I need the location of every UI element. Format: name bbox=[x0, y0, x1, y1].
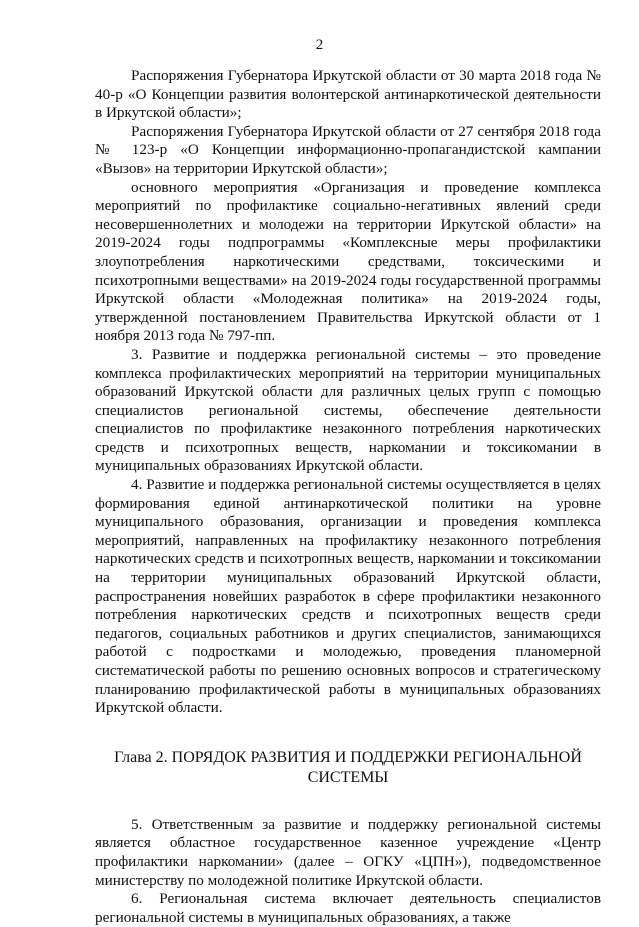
paragraph-main-activity: основного мероприятия «Организация и проведение комплекса мероприятий по профилактике социально-негативных явлений среди несовершеннолетних и молодежи на территории Иркутской области» на 2019-2024 годы подпрограммы «Комплексные меры профилактики злоупотребления наркотическими средствами, токсическими и психотропными веществами» на 2019-2024 годы государственной программы Иркутской области «Молодежная политика» на 2019-2024 годы, утвержденной постановлением Правительства Иркутской области от 1 ноября 2013 года № 797-пп. bbox=[95, 178, 601, 345]
page-number: 2 bbox=[315, 37, 324, 53]
paragraph-governor-order-123r: Распоряжения Губернатора Иркутской области от 27 сентября 2018 года № 123-р «О Концепции информационно-пропагандистской кампании «Вызов» на территории Иркутской области»; bbox=[95, 122, 601, 177]
paragraph-item-6: 6. Региональная система включает деятельность специалистов региональной системы в муниципальных образованиях, а также bbox=[95, 890, 601, 926]
paragraph-item-4: 4. Развитие и поддержка региональной системы осуществляется в целях формирования единой антинаркотической политики на уровне муниципального образования, организации и проведения комплекса мероприятий, направленных на профилактику незаконного потребления наркотических средств и психотропных веществ, наркомании и токсикомании на территории муниципальных образований Иркутской области, распространения новейших разработок в сфере профилактики незаконного потребления наркотических средств и психотропных веществ среди педагогов, социальных работников и других специалистов, занимающихся работой с подростками и молодежью, проведения планомерной систематической работы по решению основных вопросов и стратегическому планированию профилактической работы в муниципальных образованиях Иркутской области. bbox=[95, 476, 601, 717]
paragraph-item-5: 5. Ответственным за развитие и поддержку региональной системы является областное государственное казенное учреждение «Центр профилактики наркомании» (далее – ОГКУ «ЦПН»), подведомственное министерству по молодежной политике Иркутской области. bbox=[95, 815, 601, 889]
chapter-heading-line-1: Глава 2. ПОРЯДОК РАЗВИТИЯ И ПОДДЕРЖКИ РЕГИОНАЛЬНОЙ bbox=[114, 748, 582, 766]
chapter-heading-line-2: СИСТЕМЫ bbox=[307, 768, 389, 786]
paragraph-governor-order-40r: Распоряжения Губернатора Иркутской области от 30 марта 2018 года № 40-р «О Концепции развития волонтерской антинаркотической деятельности в Иркутской области»; bbox=[95, 67, 601, 122]
chapter-2-heading bbox=[95, 748, 601, 788]
document-body bbox=[95, 67, 601, 927]
paragraph-item-3: 3. Развитие и поддержка региональной системы – это проведение комплекса профилактических мероприятий на территории муниципальных образований Иркутской области для различных целых групп с помощью специалистов региональной системы, обеспечение деятельности специалистов по профилактике незаконного потребления наркотических средств и психотропных веществ, наркомании и токсикомании в муниципальных образованиях Иркутской области. bbox=[95, 345, 601, 475]
